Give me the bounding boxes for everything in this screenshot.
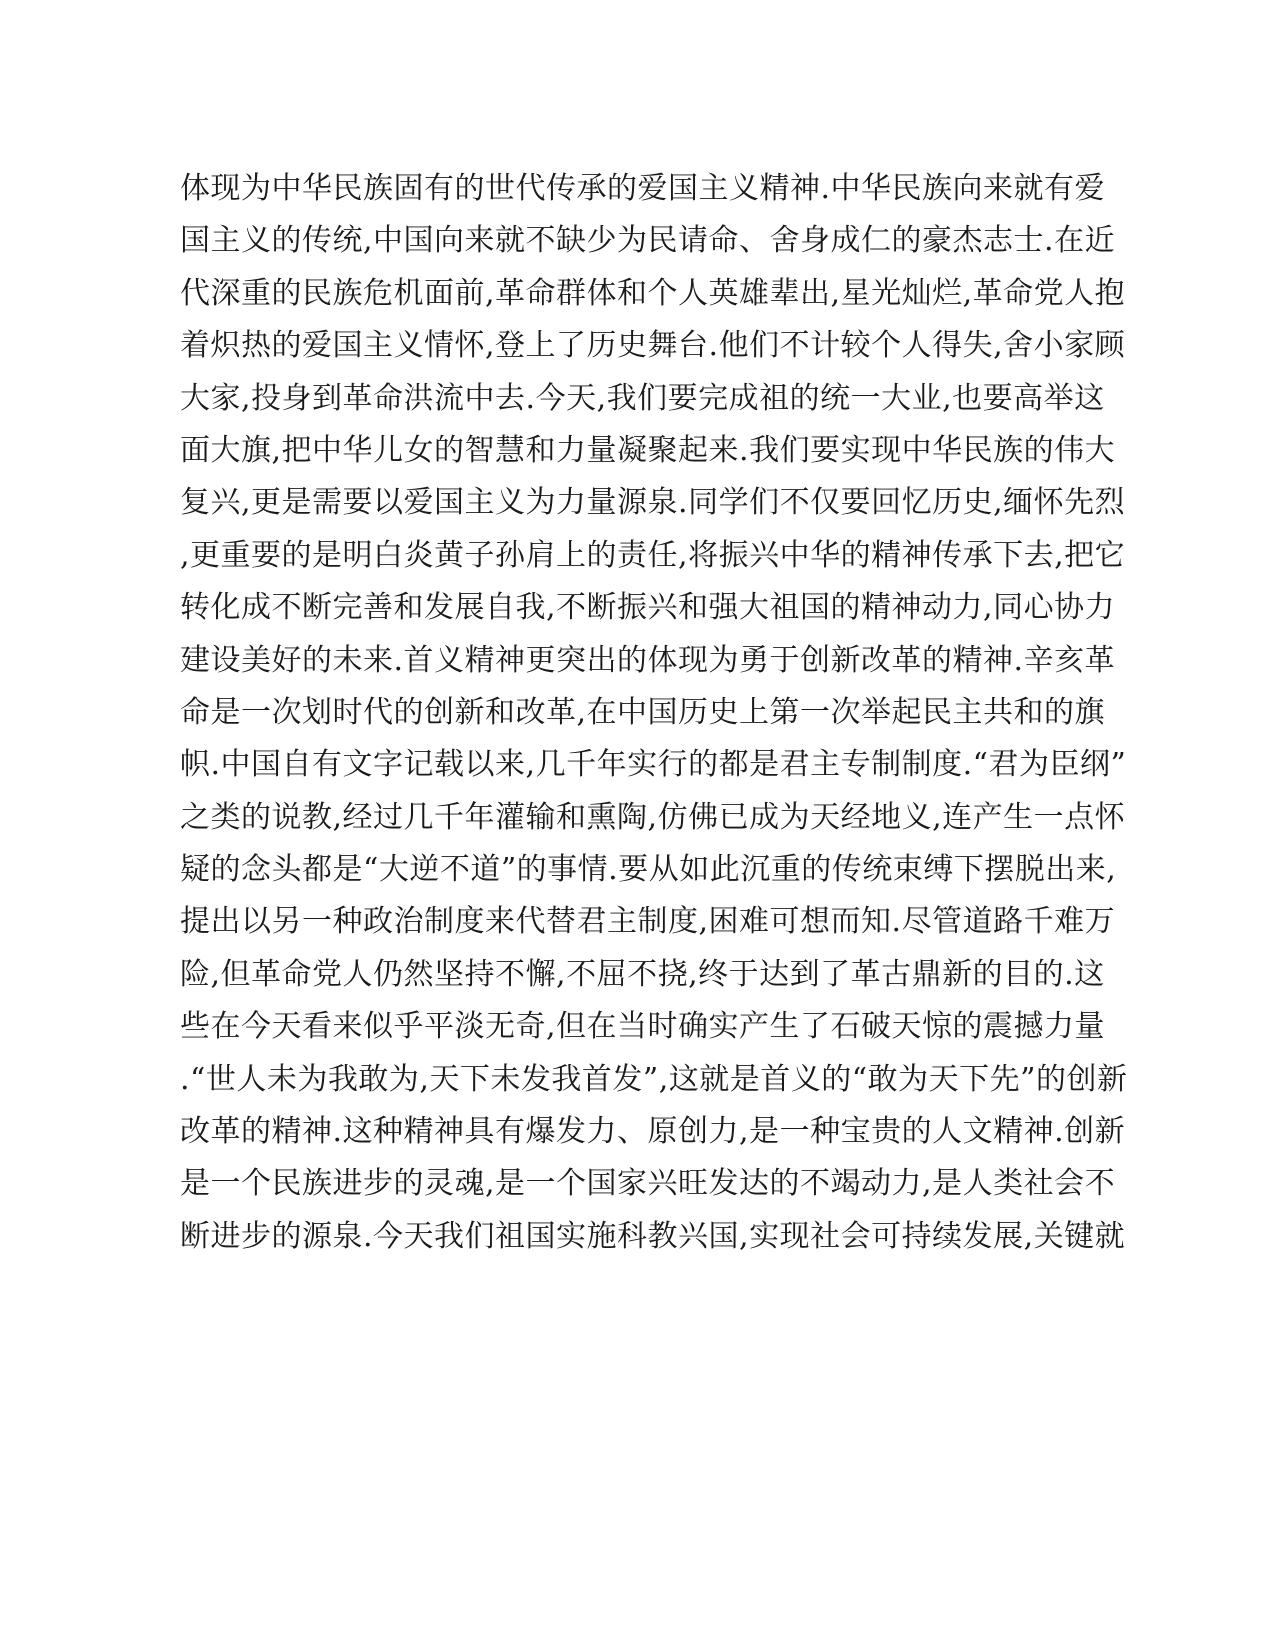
text-line: 体现为中华民族固有的世代传承的爱国主义精神.中华民族向来就有爱 — [180, 171, 1106, 206]
text-line: 改革的精神.这种精神具有爆发力、原创力,是一种宝贵的人文精神.创新 — [180, 1114, 1126, 1150]
text-line: 帜.中国自有文字记载以来,几千年实行的都是君主专制制度.“君为臣纲” — [180, 747, 1127, 783]
body-text — [180, 163, 1128, 1263]
text-line: 着炽热的爱国主义情怀,登上了历史舞台.他们不计较个人得失,舍小家顾 — [180, 328, 1126, 364]
text-line: 些在今天看来似乎平淡无奇,但在当时确实产生了石破天惊的震撼力量 — [180, 1009, 1106, 1045]
text-line: 大家,投身到革命洪流中去.今天,我们要完成祖的统一大业,也要高举这 — [180, 380, 1105, 416]
text-line: .“世人未为我敢为,天下未发我首发”,这就是首义的“敢为天下先”的创新 — [180, 1061, 1128, 1097]
text-line: ,更重要的是明白炎黄子孙肩上的责任,将振兴中华的精神传承下去,把它 — [180, 537, 1126, 573]
text-line: 疑的念头都是“大逆不道”的事情.要从如此沉重的传统束缚下摆脱出来, — [180, 852, 1117, 888]
text-line: 国主义的传统,中国向来就不缺少为民请命、舍身成仁的豪杰志士.在近 — [180, 223, 1116, 259]
text-line: 险,但革命党人仍然坚持不懈,不屈不挠,终于达到了革古鼎新的目的.这 — [180, 956, 1105, 992]
text-line: 命是一次划时代的创新和改革,在中国历史上第一次举起民主共和的旗 — [180, 694, 1106, 730]
text-line: 是一个民族进步的灵魂,是一个国家兴旺发达的不竭动力,是人类社会不 — [180, 1166, 1116, 1202]
text-line: 复兴,更是需要以爱国主义为力量源泉.同学们不仅要回忆历史,缅怀先烈 — [180, 485, 1126, 521]
text-line: 面大旗,把中华儿女的智慧和力量凝聚起来.我们要实现中华民族的伟大 — [180, 432, 1116, 468]
text-line: 建设美好的未来.首义精神更突出的体现为勇于创新改革的精神.辛亥革 — [180, 642, 1116, 678]
text-line: 代深重的民族危机面前,革命群体和个人英雄辈出,星光灿烂,革命党人抱 — [180, 275, 1126, 311]
text-line: 断进步的源泉.今天我们祖国实施科教兴国,实现社会可持续发展,关键就 — [180, 1218, 1126, 1254]
text-line: 提出以另一种政治制度来代替君主制度,困难可想而知.尽管道路千难万 — [180, 904, 1116, 940]
text-line: 转化成不断完善和发展自我,不断振兴和强大祖国的精神动力,同心协力 — [180, 590, 1116, 626]
text-line: 之类的说教,经过几千年灌输和熏陶,仿佛已成为天经地义,连产生一点怀 — [180, 799, 1126, 835]
